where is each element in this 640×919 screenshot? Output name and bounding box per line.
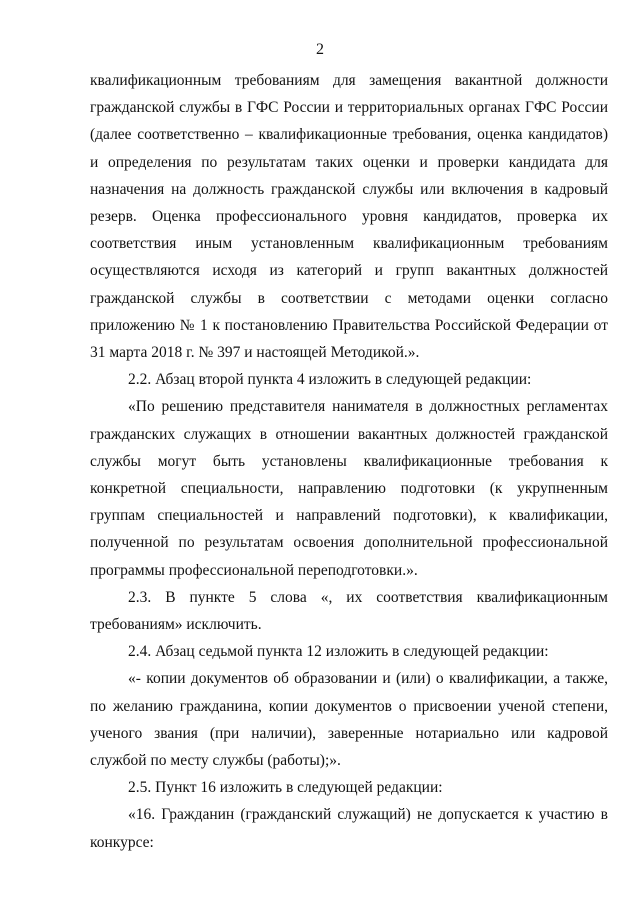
paragraph: 2.4. Абзац седьмой пункта 12 изложить в следующей редакции: [128, 643, 549, 661]
document-body [90, 67, 608, 856]
paragraph: «По решению представителя нанимателя в должностных регламентах гражданских служащих в отношении вакантных должностей гражданской службы могут быть установлены квалификационные требования к конкретной специальности, направлению подготовки (к укрупненным группам специальностей и направлений подготовки), к квалификации, полученной по результатам освоения дополнительной профессиональной программы профессиональной переподготовки.». [90, 398, 608, 579]
paragraph: 2.5. Пункт 16 изложить в следующей редакции: [128, 779, 443, 797]
paragraph: 2.2. Абзац второй пункта 4 изложить в следующей редакции: [128, 371, 532, 389]
paragraph: «- копии документов об образовании и (или) о квалификации, а также, по желанию гражданина, копии документов о присвоении ученой степени, ученого звания (при наличии), заверенные нотариально или кадровой службой по месту службы (работы);». [90, 670, 608, 770]
paragraph: «16. Гражданин (гражданский служащий) не допускается к участию в конкурсе: [90, 806, 608, 851]
paragraph: квалификационным требованиям для замещения вакантной должности гражданской службы в ГФС России и территориальных органах ГФС России (далее соответственно – квалификационные требования, оценка кандидатов) и определения по результатам таких оценки и проверки кандидата для назначения на должность гражданской службы или включения в кадровый резерв. Оценка профессионального уровня кандидатов, проверка их соответствия иным установленным квалификационным требованиям осуществляются исходя из категорий и групп вакантных должностей гражданской службы в соответствии с методами оценки согласно приложению № 1 к постановлению Правительства Российской Федерации от 31 марта 2018 г. № 397 и настоящей Методикой.». [90, 72, 608, 362]
page-number: 2 [316, 41, 324, 58]
paragraph: 2.3. В пункте 5 слова «, их соответствия квалификационным требованиям» исключить. [90, 588, 608, 634]
